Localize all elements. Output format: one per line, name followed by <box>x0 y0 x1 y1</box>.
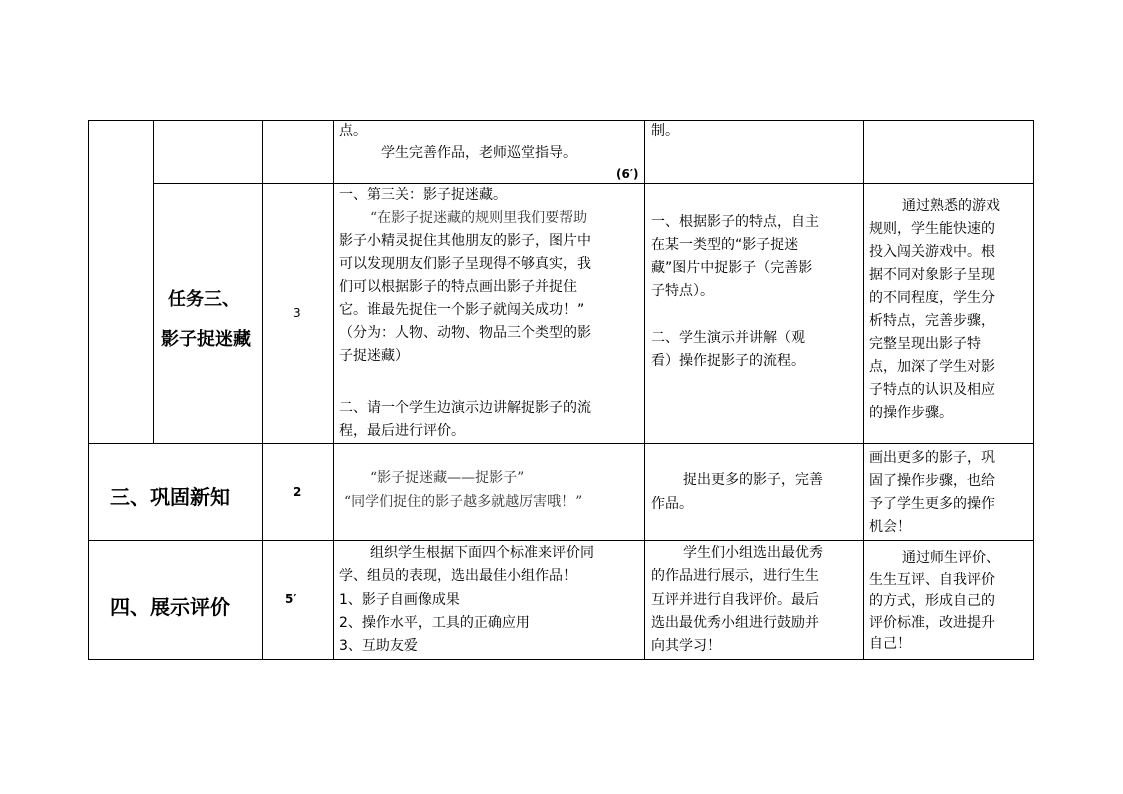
student-line: 看）操作捉影子的流程。 <box>651 353 805 369</box>
student-line: 二、学生演示并讲解（观 <box>651 330 805 346</box>
rule <box>88 443 1034 444</box>
intent-line: 的方式，形成自己的 <box>869 593 995 609</box>
intent-line: 据不同对象影子呈现 <box>869 267 995 283</box>
intent-line: 点，加深了学生对影 <box>869 359 995 375</box>
intent-line: 的不同程度，学生分 <box>869 290 995 306</box>
student-line: 互评并进行自我评价。最后 <box>651 592 819 608</box>
student-line: 在某一类型的“影子捉迷 <box>651 237 799 253</box>
intent-line: 生生互评、自我评价 <box>869 572 995 588</box>
process-line: 影子小精灵捉住其他朋友的影子，图片中 <box>339 233 591 249</box>
intent-line: 通过熟悉的游戏 <box>902 198 1000 214</box>
row1-stage-line2: 影子捉迷藏 <box>161 329 251 350</box>
row2-student-line1: 捉出更多的影子，完善 <box>683 472 823 488</box>
row2-intent-line2: 固了操作步骤，也给 <box>869 473 995 489</box>
student-line: 子特点）。 <box>651 283 714 299</box>
process-line: 1、影子自画像成果 <box>339 592 460 608</box>
intent-line: 的操作步骤。 <box>869 405 953 421</box>
row0-student: 制。 <box>651 123 679 139</box>
row2-minutes: 2 <box>293 485 302 499</box>
rule <box>262 120 263 660</box>
row0-process-line1: 点。 <box>339 123 367 139</box>
intent-line: 自己！ <box>869 636 911 652</box>
process-line: （分为：人物、动物、物品三个类型的影 <box>339 325 591 341</box>
row0-time-mark: (6′) <box>616 167 639 181</box>
row1-minutes: 3 <box>293 306 301 320</box>
row2-intent-line4: 机会！ <box>869 519 911 535</box>
process-line: 们可以根据影子的特点画出影子并捉住 <box>339 279 577 295</box>
intent-line: 规则，学生能快速的 <box>869 221 995 237</box>
row2-student-line2: 作品。 <box>651 496 693 512</box>
rule <box>333 120 334 660</box>
row0-process-line2: 学生完善作品，老师巡堂指导。 <box>381 145 577 161</box>
rule <box>1033 120 1034 660</box>
rule <box>88 540 1034 541</box>
rule <box>88 120 89 660</box>
student-line: 向其学习！ <box>651 638 721 654</box>
row3-stage: 四、展示评价 <box>110 595 230 619</box>
student-line: 藏”图片中捉影子（完善影 <box>651 260 813 276</box>
process-line: 2、操作水平，工具的正确应用 <box>339 615 530 631</box>
rule <box>88 659 1034 660</box>
row1-stage-line1: 任务三、 <box>168 289 240 310</box>
row2-stage: 三、巩固新知 <box>110 485 230 509</box>
process-line: 程，最后进行评价。 <box>339 423 465 439</box>
process-line: 组织学生根据下面四个标准来评价同 <box>370 545 594 561</box>
process-line: 子捉迷藏） <box>339 348 409 364</box>
row2-process-line2: “同学们捉住的影子越多就越厉害哦！” <box>344 494 583 510</box>
process-line: 可以发现朋友们影子呈现得不够真实，我 <box>339 256 591 272</box>
process-line: 学、组员的表现，选出最佳小组作品！ <box>339 568 577 584</box>
process-line: “在影子捉迷藏的规则里我们要帮助 <box>370 210 588 226</box>
rule <box>863 120 864 660</box>
rule <box>644 120 645 660</box>
process-line: 它。谁最先捉住一个影子就闯关成功！” <box>339 302 585 318</box>
intent-line: 子特点的认识及相应 <box>869 382 995 398</box>
intent-line: 评价标准，改进提升 <box>869 615 995 631</box>
intent-line: 完整呈现出影子特 <box>869 336 981 352</box>
intent-line: 通过师生评价、 <box>902 550 1000 566</box>
process-line: 一、第三关：影子捉迷藏。 <box>339 187 507 203</box>
row3-minutes: 5′ <box>285 592 297 606</box>
rule <box>153 120 154 444</box>
process-line: 二、请一个学生边演示边讲解捉影子的流 <box>339 400 591 416</box>
row2-intent-line3: 予了学生更多的操作 <box>869 496 995 512</box>
process-line: 3、互助友爱 <box>339 638 418 654</box>
rule <box>88 120 1034 121</box>
student-line: 学生们小组选出最优秀 <box>683 545 823 561</box>
row2-intent-line1: 画出更多的影子，巩 <box>869 450 995 466</box>
rule <box>153 183 1034 184</box>
intent-line: 投入闯关游戏中。根 <box>869 244 995 260</box>
intent-line: 析特点，完善步骤， <box>869 313 995 329</box>
student-line: 的作品进行展示，进行生生 <box>651 568 819 584</box>
row2-process-line1: “影子捉迷藏——捉影子” <box>370 470 525 486</box>
student-line: 一、根据影子的特点，自主 <box>651 214 819 230</box>
student-line: 选出最优秀小组进行鼓励并 <box>651 615 819 631</box>
